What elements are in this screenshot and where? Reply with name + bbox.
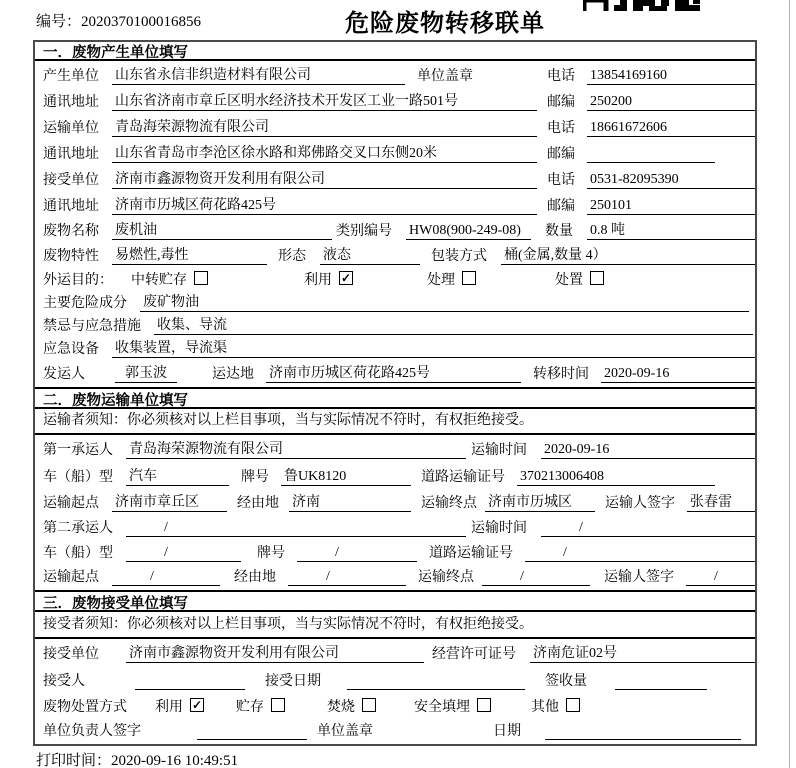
row-outbound-purpose bbox=[35, 269, 755, 293]
field-label: 通讯地址 bbox=[43, 147, 99, 162]
field-label: 接受单位 bbox=[43, 647, 99, 662]
accept-date-value bbox=[347, 674, 525, 690]
serial-value: 2020370100016856 bbox=[81, 14, 202, 30]
row-second-carrier bbox=[35, 516, 755, 541]
field-label: 运输起点 bbox=[43, 570, 99, 585]
disposal-option bbox=[414, 696, 491, 716]
row-emergency-equipment bbox=[35, 339, 755, 362]
section-2-heading: 二．废物运输单位填写 bbox=[35, 387, 755, 409]
serial-number bbox=[36, 10, 201, 31]
field-label: 车（船）型 bbox=[43, 546, 113, 561]
destination-label: 运达地 bbox=[212, 367, 254, 382]
checkbox bbox=[271, 698, 285, 712]
permit-value: 370213006408 bbox=[517, 469, 715, 486]
transfer-form-table bbox=[33, 40, 757, 746]
zip-label: 邮编 bbox=[547, 199, 575, 214]
plate-value: 鲁UK8120 bbox=[281, 465, 411, 486]
receipt-qty-label: 签收量 bbox=[545, 674, 587, 689]
checkbox-label: 利用 bbox=[304, 273, 332, 288]
disposal-option bbox=[531, 696, 580, 716]
phone-label: 电话 bbox=[547, 121, 575, 136]
disposal-option bbox=[155, 696, 204, 716]
permit-value: / bbox=[525, 545, 755, 562]
field-label: 运输起点 bbox=[43, 496, 99, 511]
field-label: 废物特性 bbox=[43, 249, 99, 264]
category-value: HW08(900-249-08) bbox=[406, 223, 531, 240]
checkbox-label: 利用 bbox=[155, 700, 183, 715]
field-value: 废矿物油 bbox=[140, 291, 749, 312]
checkbox bbox=[566, 698, 580, 712]
field-label: 通讯地址 bbox=[43, 95, 99, 110]
row-waste-character bbox=[35, 244, 755, 269]
accept-date-label: 接受日期 bbox=[265, 674, 321, 689]
phone-value: 18661672606 bbox=[587, 120, 755, 137]
checkbox bbox=[190, 698, 204, 712]
checkbox-label: 处理 bbox=[427, 273, 455, 288]
endpoint-label: 运输终点 bbox=[421, 496, 477, 511]
zip-label: 邮编 bbox=[547, 147, 575, 162]
row-transport-unit bbox=[35, 115, 755, 141]
field-label: 接受人 bbox=[43, 674, 85, 689]
row-taboo-measures bbox=[35, 316, 755, 339]
field-label: 主要危险成分 bbox=[43, 296, 127, 311]
via-label: 经由地 bbox=[234, 570, 276, 585]
field-value: 济南市历城区荷花路425号 bbox=[112, 194, 537, 215]
qr-code-fragment-icon bbox=[583, 0, 701, 11]
form-label: 形态 bbox=[278, 249, 306, 264]
date-label: 日期 bbox=[493, 724, 521, 739]
seal-label: 单位盖章 bbox=[417, 69, 473, 84]
field-value: 收集装置，导流渠 bbox=[112, 337, 755, 358]
checkbox bbox=[590, 271, 604, 285]
via-value: 济南 bbox=[289, 491, 411, 512]
character-value: 易燃性,毒性 bbox=[112, 244, 267, 265]
transfer-time-value: 2020-09-16 bbox=[601, 366, 755, 383]
quantity-label: 数量 bbox=[545, 224, 573, 239]
endpoint-label: 运输终点 bbox=[418, 570, 474, 585]
vehicle-type-value: / bbox=[126, 545, 241, 562]
quantity-value: 0.8 吨 bbox=[587, 219, 755, 240]
field-value: 收集、导流 bbox=[154, 314, 753, 335]
row-acceptor bbox=[35, 667, 755, 694]
field-label: 产生单位 bbox=[43, 69, 99, 84]
checkbox-label: 处置 bbox=[555, 273, 583, 288]
purpose-option bbox=[131, 269, 208, 289]
row-sender bbox=[35, 362, 755, 387]
field-label: 应急设备 bbox=[43, 342, 99, 357]
page-title: 危险废物转移联单 bbox=[345, 11, 545, 37]
field-label: 第二承运人 bbox=[43, 521, 113, 536]
checkbox bbox=[477, 698, 491, 712]
permit-label: 道路运输证号 bbox=[429, 546, 513, 561]
acceptor-value bbox=[135, 674, 245, 690]
checkbox-label: 安全填埋 bbox=[414, 700, 470, 715]
field-label: 第一承运人 bbox=[43, 443, 113, 458]
row-vehicle-type-2 bbox=[35, 541, 755, 566]
transport-time-value: / bbox=[541, 520, 755, 537]
phone-label: 电话 bbox=[547, 69, 575, 84]
purpose-option bbox=[427, 269, 476, 289]
checkbox bbox=[462, 271, 476, 285]
field-value: 山东省青岛市李沧区徐水路和郑佛路交叉口东侧20米 bbox=[112, 142, 537, 163]
print-timestamp bbox=[36, 749, 238, 768]
license-label: 经营许可证号 bbox=[432, 647, 516, 662]
field-label: 车（船）型 bbox=[43, 470, 113, 485]
checkbox-label: 贮存 bbox=[236, 700, 264, 715]
transfer-time-label: 转移时间 bbox=[533, 367, 589, 382]
phone-value: 0531-82095390 bbox=[587, 172, 755, 189]
via-label: 经由地 bbox=[237, 496, 279, 511]
field-label: 单位负责人签字 bbox=[43, 724, 141, 739]
row-producer-unit bbox=[35, 61, 755, 89]
form-value: 液态 bbox=[320, 244, 420, 265]
row-waste-name bbox=[35, 219, 755, 244]
row-receiver-address bbox=[35, 193, 755, 219]
section-3-heading: 三．废物接受单位填写 bbox=[35, 590, 755, 612]
field-value: 济南市鑫源物资开发利用有限公司 bbox=[112, 168, 537, 189]
checkbox bbox=[339, 271, 353, 285]
receipt-qty-value bbox=[615, 674, 707, 690]
row-receiver-unit bbox=[35, 167, 755, 193]
zip-value: 250101 bbox=[587, 198, 755, 215]
endpoint-value: 济南市历城区 bbox=[485, 491, 595, 512]
carrier-sign-label: 运输人签字 bbox=[604, 570, 674, 585]
carrier-sign-label: 运输人签字 bbox=[605, 496, 675, 511]
transport-time-label: 运输时间 bbox=[471, 443, 527, 458]
field-label: 废物名称 bbox=[43, 224, 99, 239]
responsible-sign-value bbox=[197, 724, 307, 740]
row-accept-unit bbox=[35, 639, 755, 667]
carrier-sign-value: 张春雷 bbox=[687, 491, 755, 512]
row-first-carrier bbox=[35, 435, 755, 463]
print-time-label: 打印时间： bbox=[36, 753, 112, 768]
checkbox bbox=[194, 271, 208, 285]
origin-value: / bbox=[112, 569, 220, 586]
transport-time-value: 2020-09-16 bbox=[541, 442, 755, 459]
field-value: 山东省济南市章丘区明水经济技术开发区工业一路501号 bbox=[112, 90, 537, 111]
plate-label: 牌号 bbox=[257, 546, 285, 561]
field-value: 青岛海荣源物流有限公司 bbox=[112, 116, 537, 137]
waste-name-value: 废机油 bbox=[112, 219, 332, 240]
row-hazard-component bbox=[35, 293, 755, 316]
permit-label: 道路运输证号 bbox=[421, 470, 505, 485]
row-route-2 bbox=[35, 566, 755, 590]
origin-value: 济南市章丘区 bbox=[112, 491, 227, 512]
sender-value: 郭玉波 bbox=[115, 362, 177, 383]
purpose-option bbox=[304, 269, 353, 289]
checkbox-label: 焚烧 bbox=[327, 700, 355, 715]
zip-value bbox=[587, 147, 715, 163]
field-value: 山东省永信非织造材料有限公司 bbox=[112, 64, 405, 85]
accept-unit-value: 济南市鑫源物资开发利用有限公司 bbox=[126, 642, 424, 663]
serial-label: 编号： bbox=[36, 14, 82, 30]
checkbox-label: 其他 bbox=[531, 700, 559, 715]
field-label: 禁忌与应急措施 bbox=[43, 319, 141, 334]
zip-value: 250200 bbox=[587, 94, 755, 111]
transport-time-label: 运输时间 bbox=[471, 521, 527, 536]
category-label: 类别编号 bbox=[336, 224, 392, 239]
unit-seal-label: 单位盖章 bbox=[317, 724, 373, 739]
via-value: / bbox=[288, 569, 406, 586]
row-producer-address bbox=[35, 89, 755, 115]
disposal-option bbox=[236, 696, 285, 716]
phone-label: 电话 bbox=[547, 173, 575, 188]
purpose-option bbox=[555, 269, 604, 289]
carrier-value: / bbox=[126, 520, 466, 537]
field-label: 发运人 bbox=[43, 367, 85, 382]
vehicle-type-value: 汽车 bbox=[126, 465, 229, 486]
transporter-notice: 运输者须知：你必须核对以上栏目事项，当与实际情况不符时，有权拒绝接受。 bbox=[35, 409, 755, 435]
carrier-sign-value: / bbox=[686, 569, 755, 586]
field-label: 通讯地址 bbox=[43, 199, 99, 214]
package-label: 包装方式 bbox=[431, 249, 487, 264]
field-label: 外运目的： bbox=[43, 273, 113, 288]
row-route-1 bbox=[35, 490, 755, 516]
destination-value: 济南市历城区荷花路425号 bbox=[266, 362, 521, 383]
phone-value: 13854169160 bbox=[587, 68, 755, 85]
carrier-value: 青岛海荣源物流有限公司 bbox=[126, 438, 466, 459]
row-disposal-method bbox=[35, 694, 755, 720]
plate-label: 牌号 bbox=[241, 470, 269, 485]
license-value: 济南危证02号 bbox=[530, 642, 755, 663]
endpoint-value: / bbox=[482, 569, 590, 586]
disposal-option bbox=[327, 696, 376, 716]
date-value bbox=[545, 724, 741, 740]
row-responsible-sign bbox=[35, 720, 755, 744]
field-label: 废物处置方式 bbox=[43, 700, 127, 715]
field-label: 接受单位 bbox=[43, 173, 99, 188]
print-time-value: 2020-09-16 10:49:51 bbox=[111, 753, 239, 768]
checkbox-label: 中转贮存 bbox=[131, 273, 187, 288]
zip-label: 邮编 bbox=[547, 95, 575, 110]
page-edge-divider bbox=[789, 0, 790, 768]
row-vehicle-type-1 bbox=[35, 463, 755, 490]
plate-value: / bbox=[297, 545, 417, 562]
receiver-notice: 接受者须知：你必须核对以上栏目事项，当与实际情况不符时，有权拒绝接受。 bbox=[35, 612, 755, 639]
field-label: 运输单位 bbox=[43, 121, 99, 136]
section-1-heading: 一．废物产生单位填写 bbox=[35, 42, 755, 61]
row-transport-address bbox=[35, 141, 755, 167]
package-value: 桶(金属,数量 4） bbox=[501, 244, 755, 265]
checkbox bbox=[362, 698, 376, 712]
